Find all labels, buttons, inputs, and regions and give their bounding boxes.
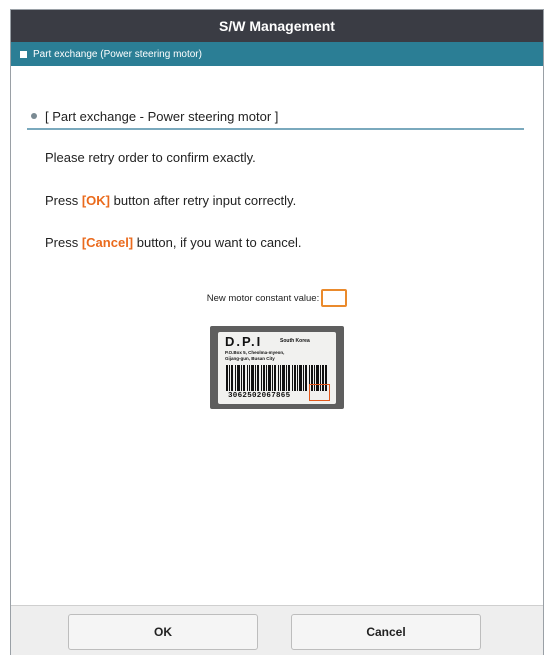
label-country: South Korea [280,338,310,344]
square-icon [20,51,27,58]
instruction-text-2-pre: Press [45,193,82,208]
label-address-line-1: P.O.Box 5, Cheolma-myeon, [225,350,285,355]
bullet-icon [31,113,37,119]
instruction-line-2 [45,193,296,208]
instruction-line-1 [45,150,256,165]
instruction-text-2-post: button after retry input correctly. [110,193,297,208]
cancel-keyword: [Cancel] [81,235,134,250]
section-title-text: [ Part exchange - Power steering motor ] [45,108,279,124]
subheader-label: Part exchange (Power steering motor) [33,48,202,60]
dpi-logo: D.P.I [225,334,263,349]
sw-management-window [10,9,544,655]
motor-constant-label: New motor constant value: [206,292,320,304]
subheader-bar [11,42,543,66]
barcode-number: 3062502067865 [228,392,291,400]
section-heading [27,104,524,130]
label-address-line-2: Gijang-gun, Busan City [225,355,275,361]
ok-button[interactable]: OK [68,614,258,650]
cancel-button[interactable]: Cancel [291,614,481,650]
instruction-text-3-pre: Press [45,235,82,250]
dialog-footer [11,605,543,655]
barcode-label-photo [210,326,344,409]
window-title: S/W Management [11,10,543,42]
barcode-highlight-box [309,384,330,401]
instruction-line-3 [45,235,302,250]
instruction-text-1: Please retry order to confirm exactly. [45,150,256,165]
motor-constant-row [11,287,543,309]
barcode-sticker [218,332,336,404]
label-address [225,350,284,361]
motor-constant-input[interactable] [321,289,347,307]
instruction-text-3-post: button, if you want to cancel. [133,235,302,250]
ok-keyword: [OK] [81,193,111,208]
